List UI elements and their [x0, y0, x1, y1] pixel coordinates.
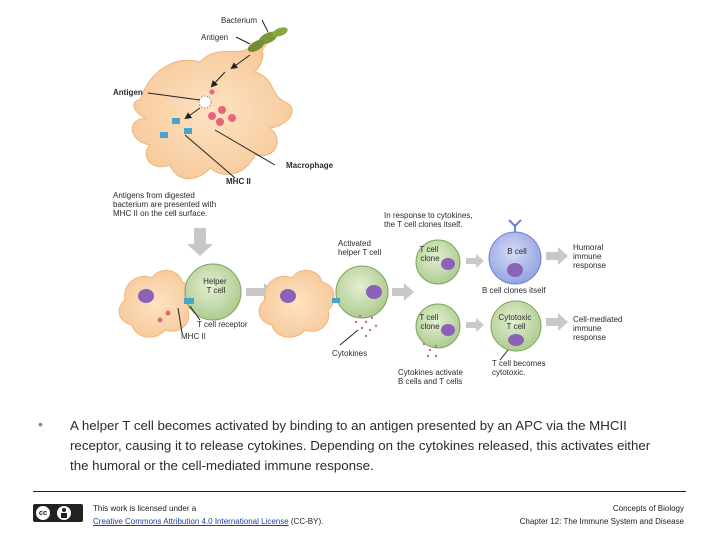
- label-b-cell: B cell: [507, 247, 527, 256]
- cc-by-license-icon: [33, 504, 83, 522]
- label-activated-helper-line: helper T cell: [338, 248, 382, 257]
- label-antigen-top: Antigen: [201, 33, 229, 42]
- label-cytokines-activate: [398, 368, 465, 386]
- label-t-cell-clone-bottom-line: T cell: [419, 313, 439, 322]
- label-cytokines: Cytokines: [332, 349, 368, 358]
- label-in-response-line: the T cell clones itself.: [384, 220, 463, 229]
- attribution-icon: [57, 506, 71, 520]
- label-antigens-digested-line: bacterium are presented with: [113, 200, 217, 209]
- label-antigens-digested-line: MHC II on the cell surface.: [113, 209, 208, 218]
- label-humoral-line: Humoral: [573, 243, 604, 252]
- license-link[interactable]: Creative Commons Attribution 4.0 International License: [93, 517, 289, 526]
- label-cytotoxic-line: Cytotoxic: [498, 313, 532, 322]
- label-t-cell-receptor: T cell receptor: [197, 320, 248, 329]
- license-notice: [93, 502, 323, 528]
- arrow-to-cytotoxic: [466, 318, 484, 332]
- label-t-cell-becomes: [492, 359, 548, 377]
- label-humoral-line: response: [573, 261, 606, 270]
- label-cell-mediated-line: immune: [573, 324, 602, 333]
- label-humoral: [573, 243, 606, 270]
- license-suffix: (CC-BY).: [288, 517, 324, 526]
- license-line: [93, 515, 323, 528]
- course-title: Concepts of Biology: [612, 504, 684, 513]
- activated-helper-t-cell: [332, 266, 388, 318]
- label-t-cell-becomes-line: T cell becomes: [492, 359, 546, 368]
- chapter-title: Chapter 12: The Immune System and Disease: [519, 517, 684, 526]
- label-mhc-ii: MHC II: [226, 177, 251, 186]
- label-helper-t-cell: [203, 277, 229, 295]
- macrophage-bottom-1: [119, 270, 194, 337]
- label-t-cell-becomes-line: cytotoxic.: [492, 368, 526, 377]
- label-b-cell-clones: B cell clones itself: [482, 286, 546, 295]
- label-bacterium: Bacterium: [221, 16, 258, 25]
- label-helper-t-cell-line: T cell: [206, 286, 226, 295]
- label-mhc-ii-bottom: MHC II: [181, 332, 206, 341]
- footer-divider: [33, 491, 686, 492]
- label-humoral-line: immune: [573, 252, 602, 261]
- label-activated-helper: [338, 239, 382, 257]
- label-in-response-line: In response to cytokines,: [384, 211, 473, 220]
- license-prefix: This work is licensed under a: [93, 504, 197, 513]
- label-t-cell-clone-top-line: T cell: [419, 245, 439, 254]
- label-t-cell-clone-top-line: clone: [420, 254, 440, 263]
- label-t-cell-clone-top: [419, 245, 440, 263]
- label-antigens-digested-line: Antigens from digested: [113, 191, 195, 200]
- label-cytokines-activate-line: Cytokines activate: [398, 368, 463, 377]
- label-activated-helper-line: Activated: [338, 239, 371, 248]
- arrow-to-humoral: [546, 247, 568, 265]
- label-in-response: [384, 211, 475, 229]
- arrow-to-cell-mediated: [546, 313, 568, 331]
- down-arrow: [187, 228, 213, 256]
- macrophage-bottom-2: [259, 270, 334, 337]
- bullet-text: A helper T cell becomes activated by binding to an antigen presented by an APC via the MHCII receptor, causing it to release cytokines. Depending on the cytokines released, this activates either the humoral or the cell-mediated immune response.: [70, 418, 651, 473]
- cytokines-line: [340, 330, 358, 345]
- course-info: [520, 502, 684, 528]
- label-cytokines-activate-line: B cells and T cells: [398, 377, 463, 386]
- label-antigen-left: Antigen: [113, 88, 143, 97]
- bullet-icon: •: [38, 416, 43, 432]
- label-cell-mediated: [573, 315, 625, 342]
- label-macrophage: Macrophage: [286, 161, 334, 170]
- label-helper-t-cell-line: Helper: [203, 277, 227, 286]
- label-t-cell-clone-bottom: [419, 313, 440, 331]
- label-cell-mediated-line: response: [573, 333, 606, 342]
- cc-icon: cc: [36, 506, 50, 520]
- arrow-right-2: [392, 283, 414, 301]
- label-cytotoxic-line: T cell: [506, 322, 526, 331]
- label-t-cell-clone-bottom-line: clone: [420, 322, 440, 331]
- label-cell-mediated-line: Cell-mediated: [573, 315, 623, 324]
- label-antigens-digested: [113, 191, 218, 218]
- arrow-to-b-cell: [466, 254, 484, 268]
